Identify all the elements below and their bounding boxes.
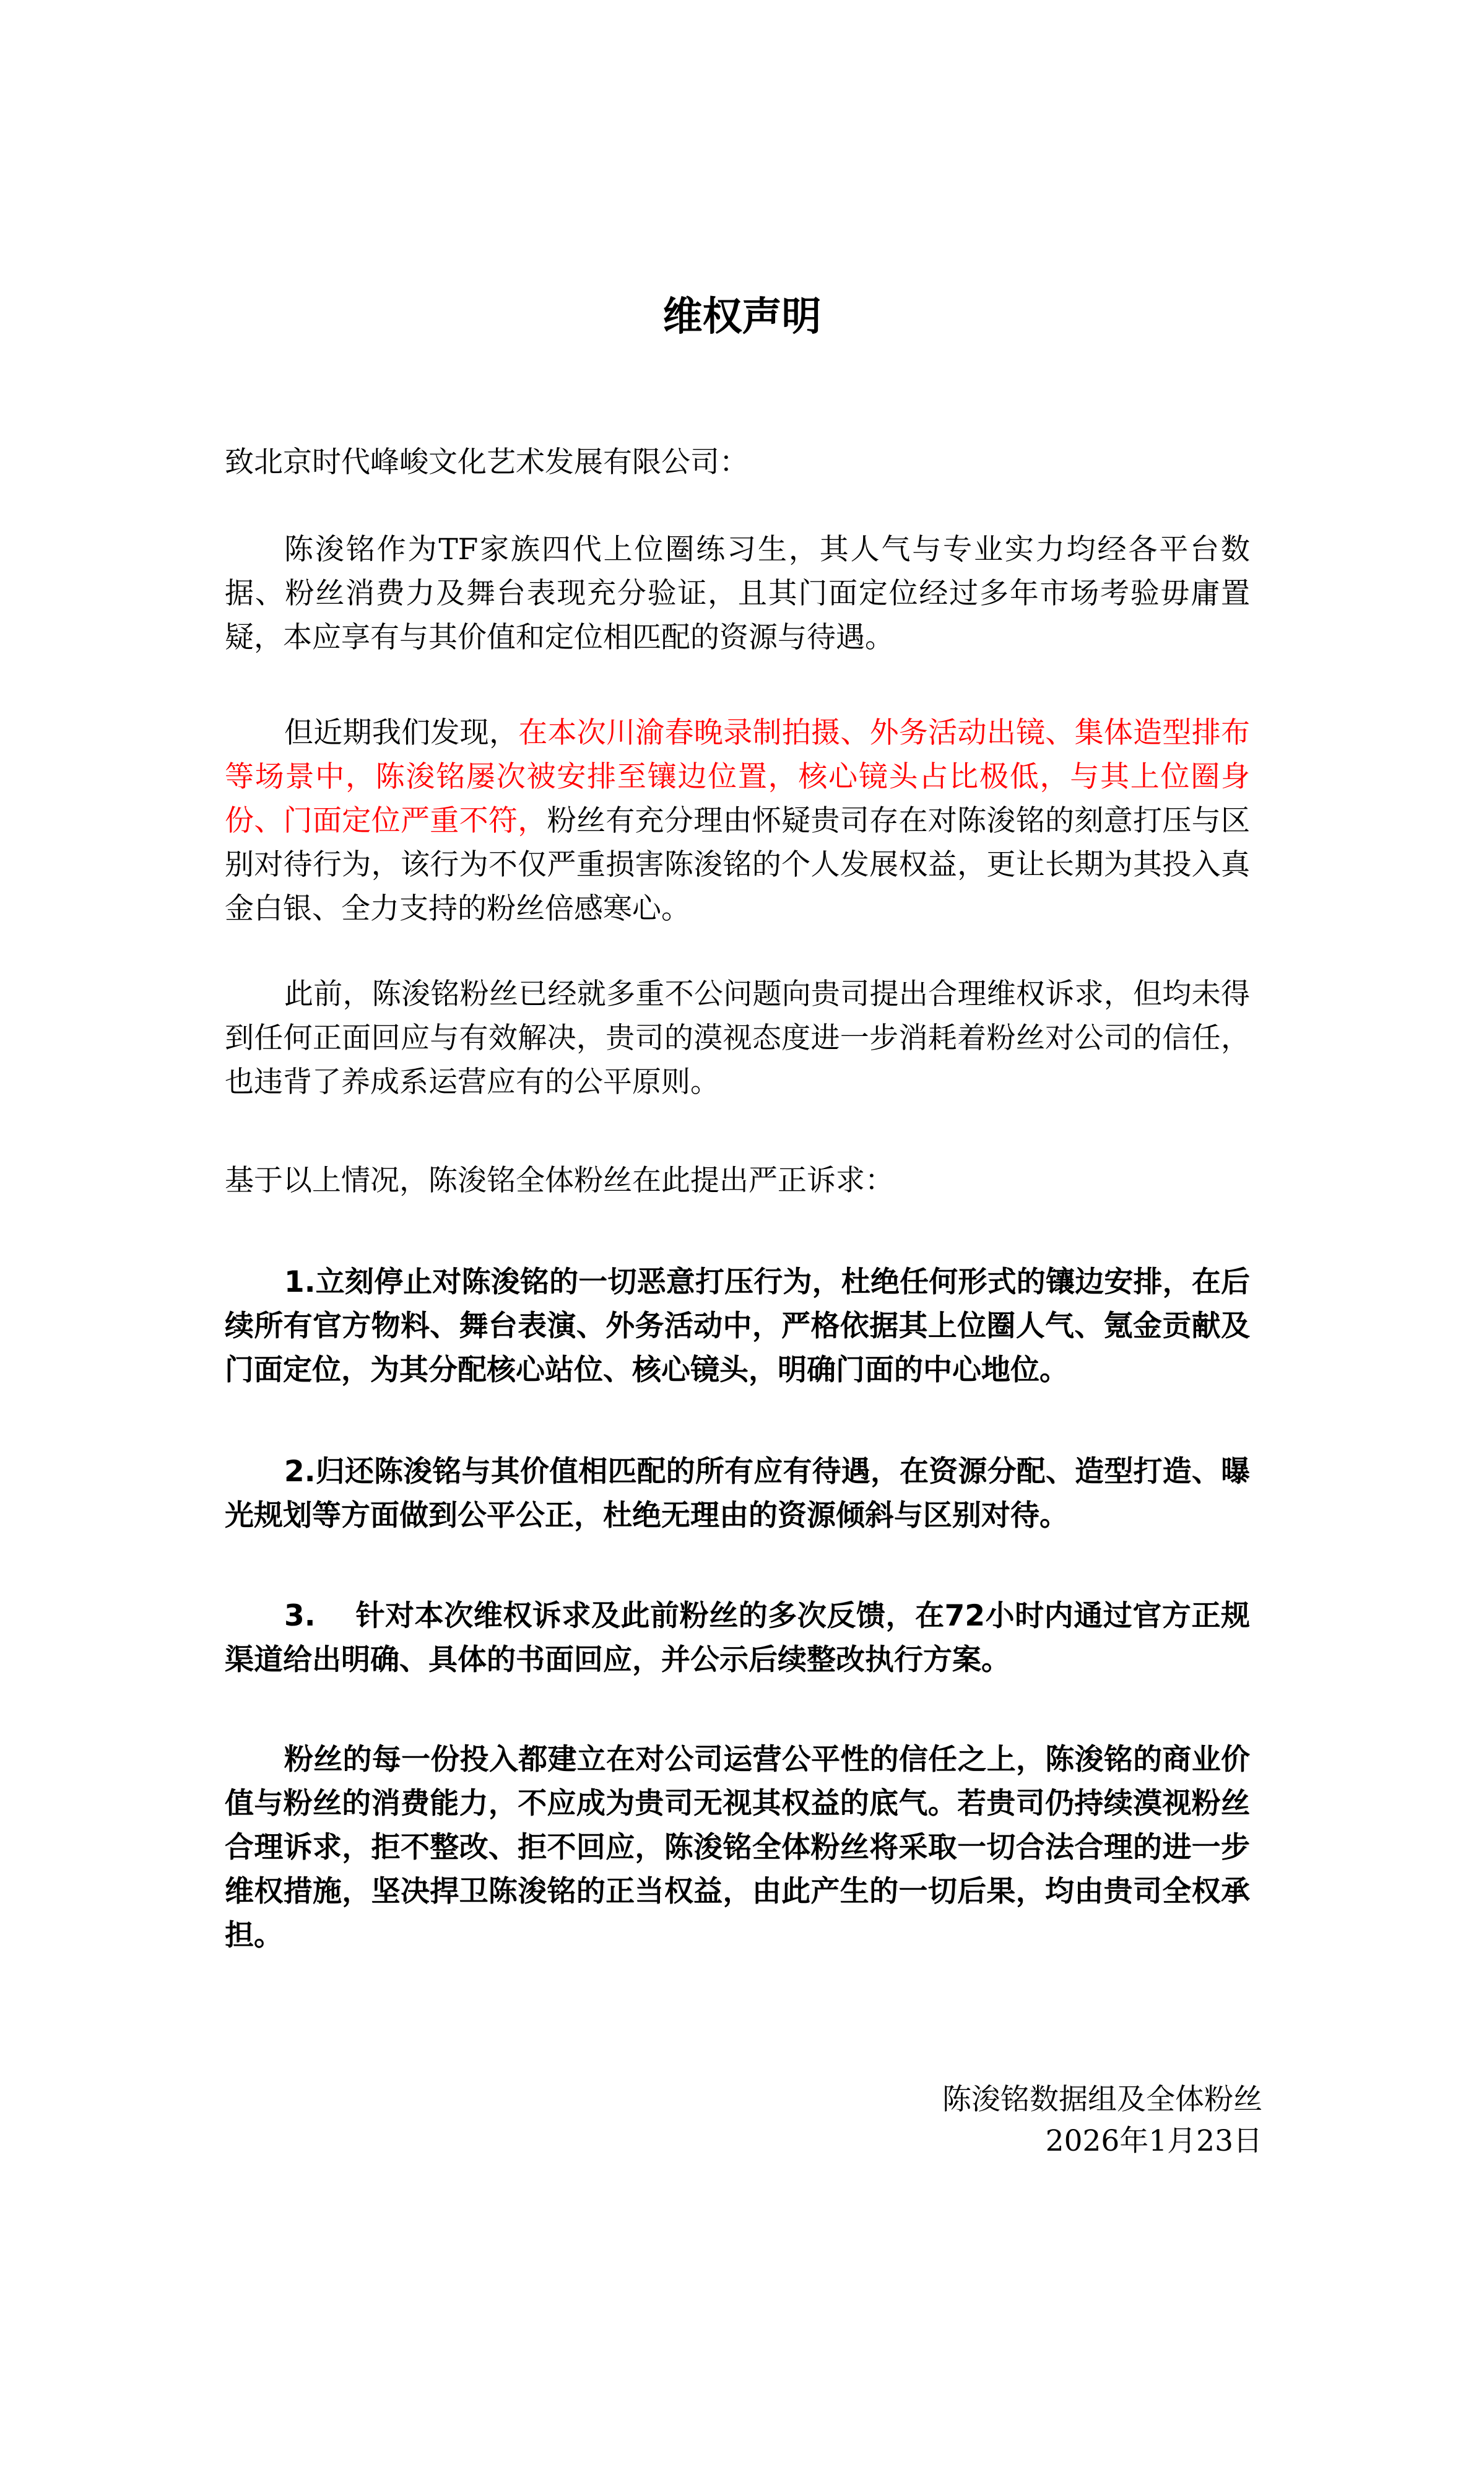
date: 2026年1月23日 [1045, 2124, 1262, 2158]
demand-item-2: 2.归还陈浚铭与其价值相匹配的所有应有待遇，在资源分配、造型打造、曝光规划等方面做到公平公正，杜绝无理由的资源倾斜与区别对待。 [225, 1455, 1250, 1533]
issue-lead: 但近期我们发现， [284, 716, 519, 750]
salutation: 致北京时代峰峻文化艺术发展有限公司： [225, 445, 749, 479]
paragraph-prior-appeals: 此前，陈浚铭粉丝已经就多重不公问题向贵司提出合理维权诉求，但均未得到任何正面回应与有效解决，贵司的漠视态度进一步消耗着粉丝对公司的信任，也违背了养成系运营应有的公平原则。 [225, 977, 1250, 1099]
paragraph-issue [225, 711, 1250, 931]
issue-rest: 粉丝有充分理由怀疑贵司存在对陈浚铭的刻意打压与区别对待行为，该行为不仅严重损害陈浚铭的个人发展权益，更让长期为其投入真金白银、全力支持的粉丝倍感寒心。 [225, 804, 1251, 926]
issue-highlight: 在本次川渝春晚录制拍摄、外务活动出镜、集体造型排布等场景中，陈浚铭屡次被安排至镶边位置，核心镜头占比极低，与其上位圈身份、门面定位严重不符， [225, 716, 1250, 838]
document-title: 维权声明 [662, 294, 822, 340]
signature: 陈浚铭数据组及全体粉丝 [942, 2083, 1262, 2117]
closing-paragraph: 粉丝的每一份投入都建立在对公司运营公平性的信任之上，陈浚铭的商业价值与粉丝的消费能力，不应成为贵司无视其权益的底气。若贵司仍持续漠视粉丝合理诉求，拒不整改、拒不回应，陈浚铭全体粉丝将采取一切合法合理的进一步维权措施，坚决捍卫陈浚铭的正当权益，由此产生的一切后果，均由贵司全权承担。 [225, 1743, 1250, 1952]
demand-item-1: 1.立刻停止对陈浚铭的一切恶意打压行为，杜绝任何形式的镶边安排，在后续所有官方物料、舞台表演、外务活动中，严格依据其上位圈人气、氪金贡献及门面定位，为其分配核心站位、核心镜头，明确门面的中心地位。 [225, 1265, 1250, 1387]
demand-item-3: 3. 针对本次维权诉求及此前粉丝的多次反馈，在72小时内通过官方正规渠道给出明确、具体的书面回应，并公示后续整改执行方案。 [225, 1599, 1250, 1677]
paragraph-background: 陈浚铭作为TF家族四代上位圈练习生，其人气与专业实力均经各平台数据、粉丝消费力及舞台表现充分验证，且其门面定位经过多年市场考验毋庸置疑，本应享有与其价值和定位相匹配的资源与待遇。 [225, 533, 1250, 655]
demands-intro: 基于以上情况，陈浚铭全体粉丝在此提出严正诉求： [225, 1164, 894, 1198]
